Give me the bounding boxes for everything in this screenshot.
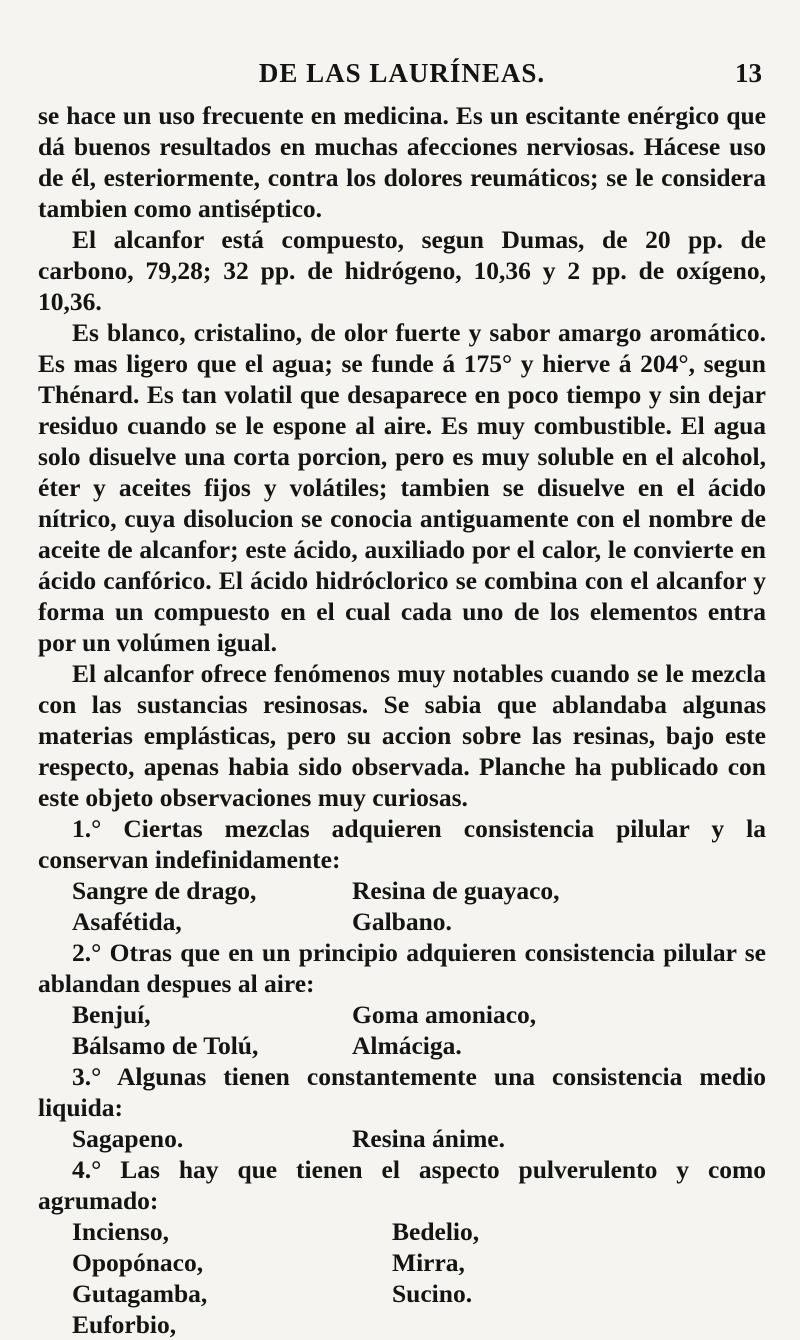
list-item: Resina ánime. (352, 1124, 505, 1153)
page-header (42, 58, 762, 98)
list-item: Resina de guayaco, (352, 876, 560, 905)
list-item: Sucino. (392, 1279, 473, 1308)
paragraph: se hace un uso frecuente en medicina. Es un escitante enérgico que dá buenos resultados en muchas afecciones nerviosas. Hácese uso de él, esteriormente, contra los dolores reumáticos; se le considera tambien como antiséptico. (38, 101, 766, 223)
body-text (38, 100, 766, 1340)
paragraph: El alcanfor ofrece fenómenos muy notables cuando se le mezcla con las sustancias resinosas. Se sabia que ablandaba algunas materias emplásticas, pero su accion sobre las resinas, bajo este respecto, apenas habia sido observada. Planche ha publicado con este objeto observaciones muy curiosas. (38, 659, 766, 812)
section-heading: 3.° Algunas tienen constantemente una consistencia medio liquida: (38, 1062, 766, 1122)
resin-list (72, 999, 766, 1061)
list-item: Benjuí, (72, 1000, 151, 1029)
section-heading: 1.° Ciertas mezclas adquieren consistencia pilular y la conservan indefinidamente: (38, 814, 766, 874)
list-item: Almáciga. (352, 1031, 462, 1060)
section-heading: 2.° Otras que en un principio adquieren consistencia pilular se ablandan despues al aire: (38, 938, 766, 998)
list-item: Euforbio, (72, 1310, 177, 1339)
list-item: Gutagamba, (72, 1279, 208, 1308)
section-heading: 4.° Las hay que tienen el aspecto pulverulento y como agrumado: (38, 1155, 766, 1215)
list-item: Asafétida, (72, 907, 182, 936)
page-number: 13 (735, 58, 762, 88)
resin-list (72, 1123, 766, 1154)
paragraph: El alcanfor está compuesto, segun Dumas, de 20 pp. de carbono, 79,28; 32 pp. de hidrógeno, 10,36 y 2 pp. de oxígeno, 10,36. (38, 225, 766, 316)
list-item: Mirra, (392, 1248, 465, 1277)
list-item: Goma amoniaco, (352, 1000, 537, 1029)
list-item: Bedelio, (392, 1217, 480, 1246)
list-item: Sangre de drago, (72, 876, 257, 905)
list-item: Incienso, (72, 1217, 170, 1246)
list-item: Opopónaco, (72, 1248, 204, 1277)
paragraph: Es blanco, cristalino, de olor fuerte y sabor amargo aromático. Es mas ligero que el agua; se funde á 175° y hierve á 204°, segun Thénard. Es tan volatil que desaparece en poco tiempo y sin dejar residuo cuando se le espone al aire. Es muy combustible. El agua solo disuelve una corta porcion, pero es muy soluble en el alcohol, éter y aceites fijos y volátiles; tambien se disuelve en el ácido nítrico, cuya disolucion se conocia antiguamente con el nombre de aceite de alcanfor; este ácido, auxiliado por el calor, le convierte en ácido canfórico. El ácido hidróclorico se combina con el alcanfor y forma un compuesto en el cual cada uno de los elementos entra por un volúmen igual. (38, 318, 766, 657)
resin-list (72, 1216, 766, 1340)
running-title: DE LAS LAURÍNEAS. (258, 58, 546, 88)
list-item: Bálsamo de Tolú, (72, 1031, 259, 1060)
list-item: Sagapeno. (72, 1124, 184, 1153)
resin-list (72, 875, 766, 937)
list-item: Galbano. (352, 907, 452, 936)
